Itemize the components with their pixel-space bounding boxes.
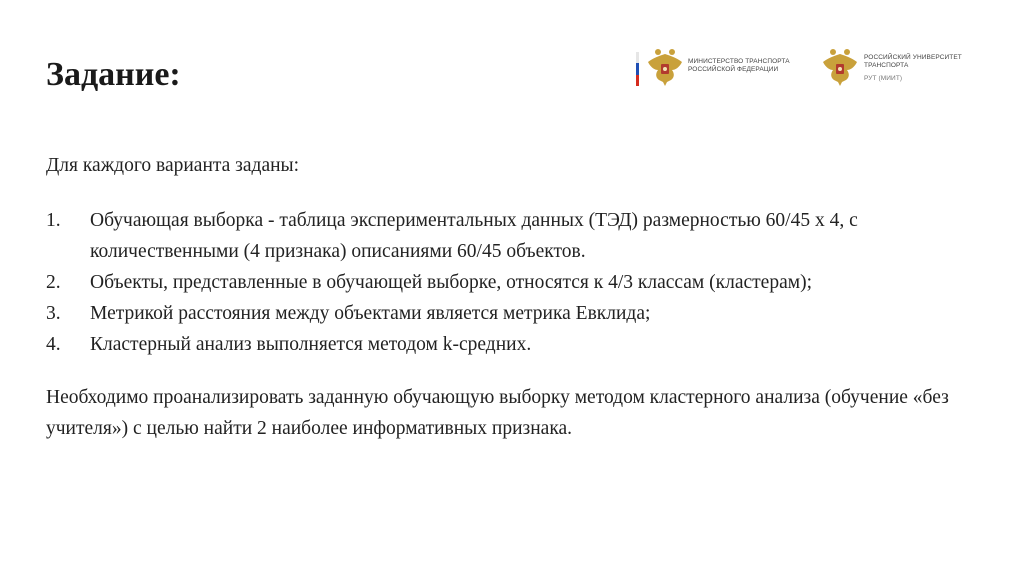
list-item-number: 1. — [46, 210, 61, 231]
list-item — [46, 267, 986, 298]
slide-title: Задание: — [46, 56, 181, 93]
university-logo-text — [864, 54, 984, 83]
list-item-text: Кластерный анализ выполняется методом k-средних. — [90, 334, 532, 355]
list-item-number: 2. — [46, 272, 61, 293]
intro-text: Для каждого варианта заданы: — [46, 155, 300, 176]
ministry-line-1: МИНИСТЕРСТВО ТРАНСПОРТА — [688, 58, 790, 65]
slide-body — [46, 150, 986, 444]
list-item-number: 3. — [46, 303, 61, 324]
list-item-text: Обучающая выборка - таблица экспериментальных данных (ТЭД) размерностью 60/45 х 4, с количественными (4 признака) описаниями 60/45 объектов. — [90, 210, 858, 262]
list-item — [46, 329, 986, 360]
list-item — [46, 205, 986, 267]
list-item-text: Метрикой расстояния между объектами является метрика Евклида; — [90, 303, 651, 324]
university-line-3: РУТ (МИИТ) — [864, 75, 903, 82]
list-item-text: Объекты, представленные в обучающей выборке, относятся к 4/3 классам (кластерам); — [90, 272, 812, 293]
list-item — [46, 298, 986, 329]
header-logos — [636, 44, 976, 92]
coat-of-arms-icon — [645, 46, 685, 90]
task-list — [46, 205, 986, 360]
russian-flag-icon — [636, 52, 639, 86]
list-item-number: 4. — [46, 334, 61, 355]
university-line-2: ТРАНСПОРТА — [864, 62, 909, 69]
coat-of-arms-icon — [820, 46, 860, 90]
ministry-line-2: РОССИЙСКОЙ ФЕДЕРАЦИИ — [688, 66, 779, 73]
conclusion-text: Необходимо проанализировать заданную обучающую выборку методом кластерного анализа (обучение «без учителя») с целью найти 2 наиболее информативных признака. — [46, 387, 949, 439]
university-line-1: РОССИЙСКИЙ УНИВЕРСИТЕТ — [864, 54, 962, 61]
ministry-logo-text — [688, 58, 808, 74]
